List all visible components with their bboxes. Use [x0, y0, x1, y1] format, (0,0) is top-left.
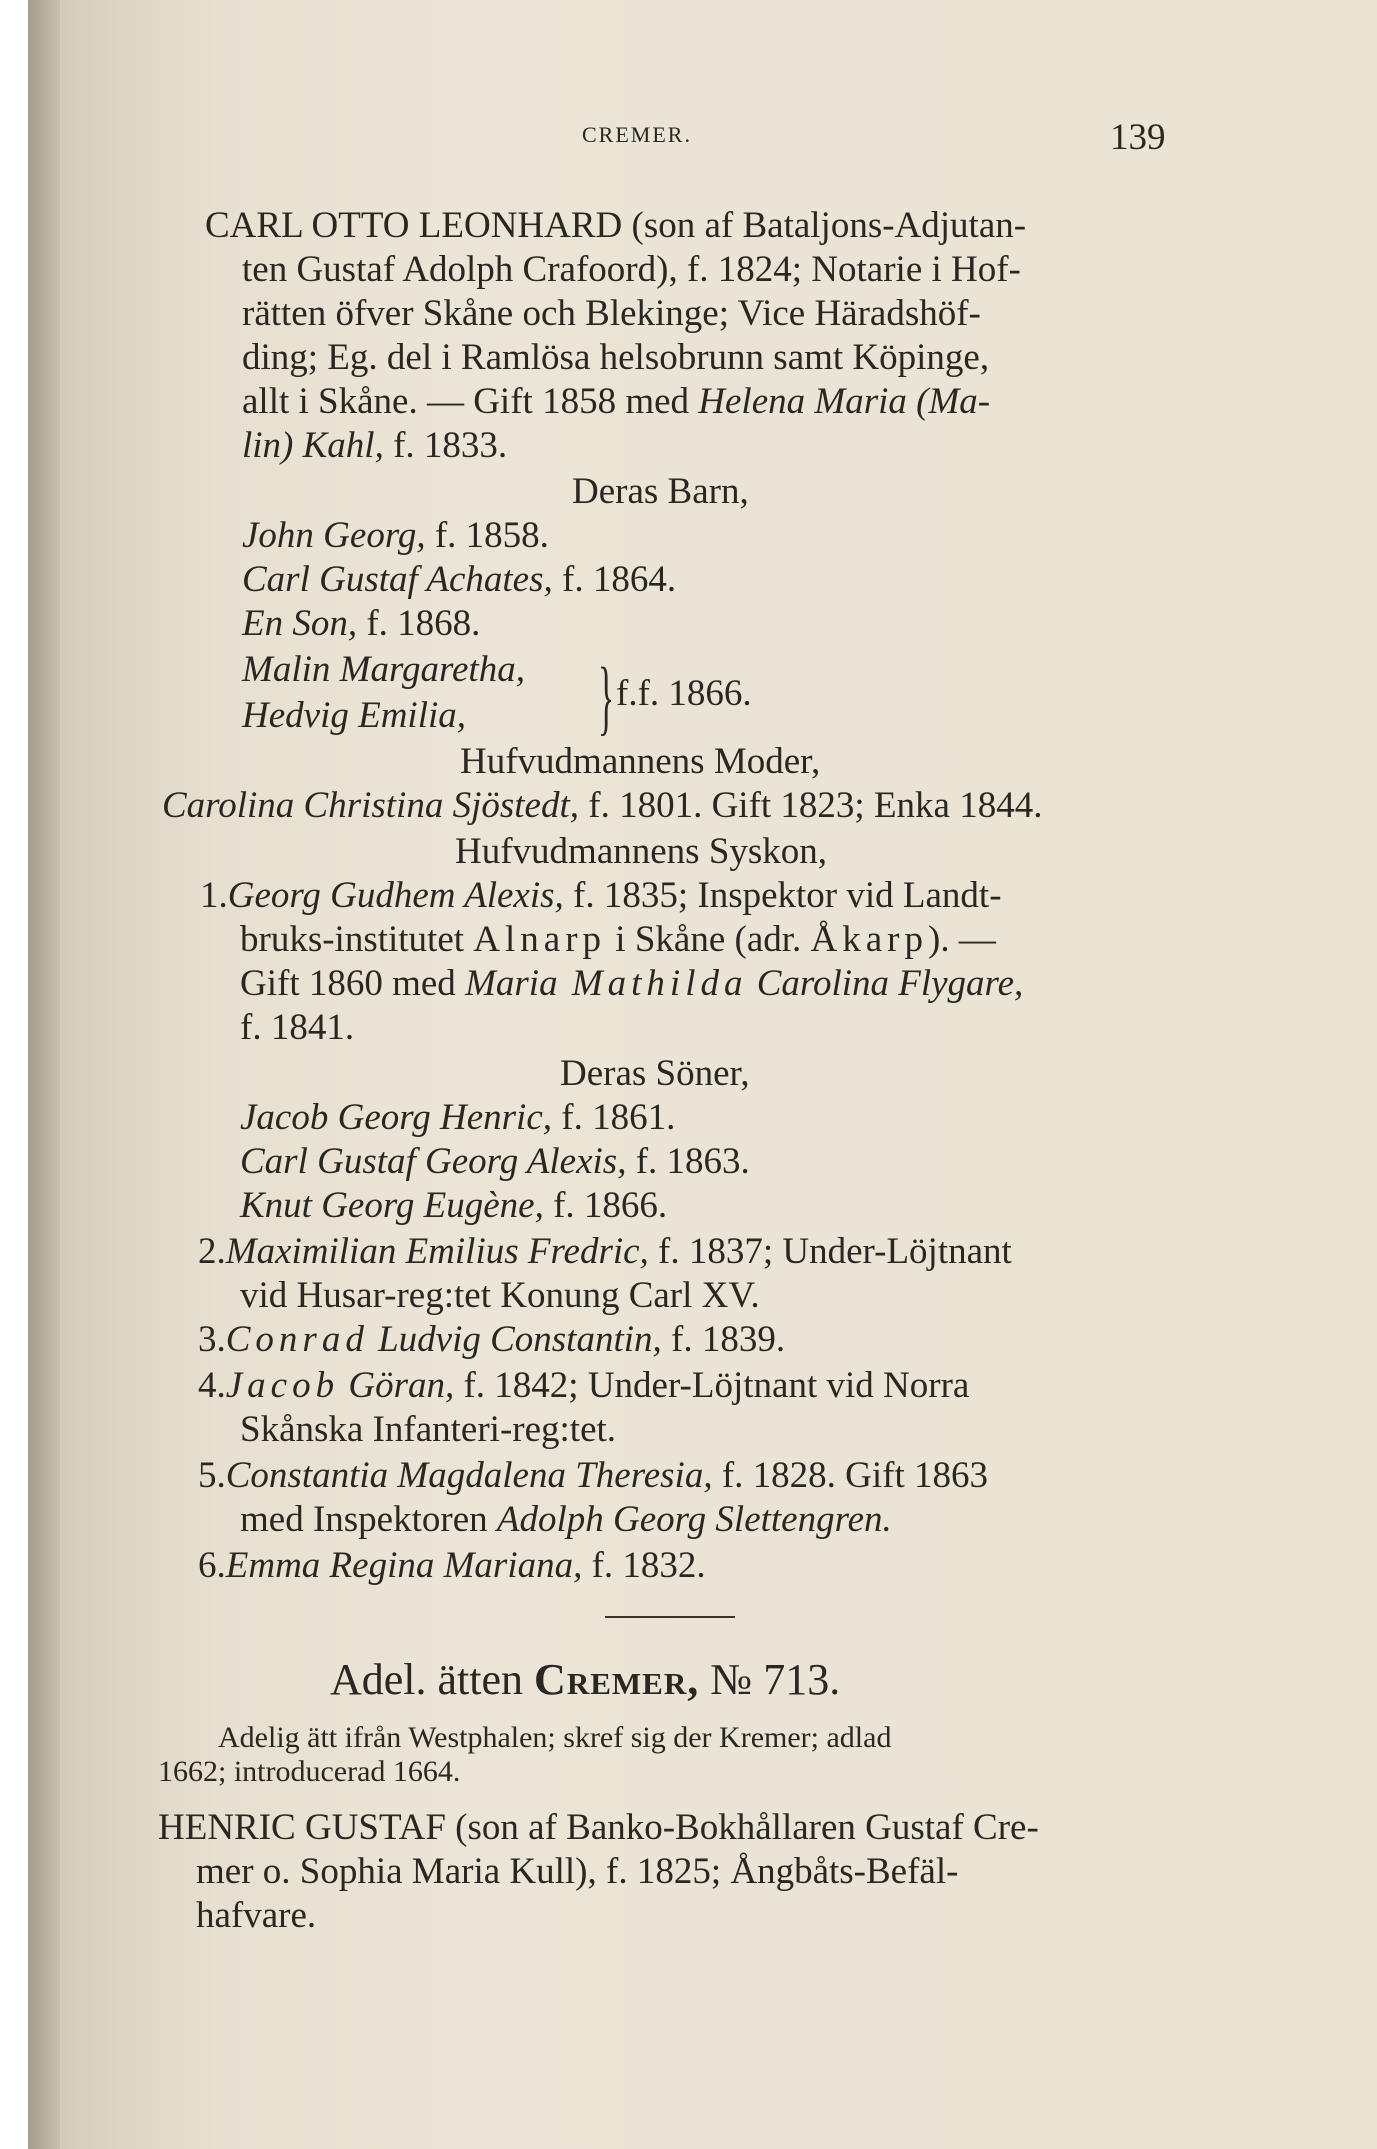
sibling-6-name: Emma Regina Mariana,	[225, 1545, 583, 1586]
sibling-3-name2: Ludvig Constantin,	[368, 1319, 662, 1360]
sibling-1-l3d: Carolina Flygare,	[747, 963, 1024, 1004]
sibling-5-num: 5.	[198, 1455, 226, 1496]
entry1-line4: ding; Eg. del i Ramlösa helsobrunn samt Köpinge,	[242, 337, 990, 378]
son-2-birth: f. 1863.	[626, 1141, 750, 1182]
sibling-3-name1: Conrad	[225, 1319, 369, 1360]
entry1-line3: rätten öfver Skåne och Blekinge; Vice Häradshöf-	[242, 293, 981, 334]
sibling-1-line3	[240, 962, 1023, 1006]
wife-surname: lin) Kahl,	[242, 425, 384, 466]
children-heading: Deras Barn,	[572, 471, 749, 512]
entry2-line3: hafvare.	[196, 1895, 317, 1936]
sibling-3	[198, 1318, 785, 1362]
sibling-1	[200, 874, 1002, 918]
sons-heading: Deras Söner,	[560, 1053, 750, 1094]
sibling-1-l3b: Maria	[465, 963, 558, 1004]
child-4	[242, 648, 525, 692]
mother-heading: Hufvudmannens Moder,	[460, 741, 821, 782]
sibling-2-name: Maximilian Emilius Fredric,	[225, 1231, 649, 1272]
place-alnarp: Alnarp	[473, 919, 607, 960]
entry1-line5	[242, 380, 990, 424]
entry2-line2: mer o. Sophia Maria Kull), f. 1825; Ångbåts-Befäl-	[196, 1851, 959, 1892]
sibling-1-num: 1.	[200, 875, 228, 916]
entry1-line6	[242, 424, 507, 468]
sibling-2-text: f. 1837; Under-Löjtnant	[648, 1231, 1012, 1272]
twins-brace: }	[598, 651, 615, 744]
sibling-5-text: f. 1828. Gift 1863	[712, 1455, 989, 1496]
page-number: 139	[1110, 117, 1166, 158]
child-4-name: Malin Margaretha,	[242, 649, 525, 690]
mother-line	[162, 784, 1042, 828]
intro-line1: Adelig ätt ifrån Westphalen; skref sig der Kremer; adlad	[218, 1721, 892, 1754]
place-akarp: Åkarp	[810, 919, 928, 960]
sibling-5-l2a: med Inspektoren	[240, 1499, 497, 1540]
sibling-6-birth: f. 1832.	[582, 1545, 706, 1586]
sibling-4	[198, 1364, 969, 1408]
section-heading	[330, 1654, 840, 1705]
sibling-2-num: 2.	[198, 1231, 226, 1272]
sibling-2-line2: vid Husar-reg:tet Konung Carl XV.	[240, 1275, 760, 1316]
family-name: Cremer,	[534, 1655, 700, 1704]
sibling-3-num: 3.	[198, 1319, 226, 1360]
son-2-name: Carl Gustaf Georg Alexis,	[240, 1141, 627, 1182]
child-3-name: En Son,	[242, 603, 358, 644]
sibling-1-l2e: ). —	[928, 919, 996, 960]
child-2	[242, 558, 676, 602]
wife-birth: f. 1833.	[383, 425, 508, 466]
sibling-4-text: f. 1842; Under-Löjtnant vid Norra	[454, 1365, 970, 1406]
child-3	[242, 602, 480, 646]
running-header: CREMER.	[582, 122, 692, 147]
sibling-3-birth: f. 1839.	[661, 1319, 786, 1360]
sibling-1-l3a: Gift 1860 med	[240, 963, 466, 1004]
son-1	[240, 1096, 675, 1140]
son-3-birth: f. 1866.	[543, 1185, 668, 1226]
child-5-name: Hedvig Emilia,	[242, 695, 467, 736]
page-gutter	[28, 0, 60, 2149]
sibling-1-l2c: i Skåne (adr.	[606, 919, 811, 960]
twins-birth: f.f. 1866.	[616, 673, 752, 714]
sibling-5-line2	[240, 1498, 892, 1542]
sibling-1-l2a: bruks-institutet	[240, 919, 474, 960]
son-1-name: Jacob Georg Henric,	[240, 1097, 553, 1138]
entry2-line1: HENRIC GUSTAF (son af Banko-Bokhållaren Gustaf Cre-	[158, 1807, 1039, 1848]
family-number: 713.	[763, 1655, 841, 1704]
sibling-4-num: 4.	[198, 1365, 226, 1406]
sibling-4-line2: Skånska Infanteri-reg:tet.	[240, 1409, 617, 1450]
sibling-6-num: 6.	[198, 1545, 226, 1586]
entry1-line1: CARL OTTO LEONHARD (son af Bataljons-Adjutan-	[205, 205, 1027, 246]
sibling-1-line2	[240, 918, 996, 962]
child-3-birth: f. 1868.	[357, 603, 481, 644]
mother-dates: f. 1801. Gift 1823; Enka 1844.	[579, 785, 1043, 826]
section-divider	[605, 1616, 735, 1618]
wife-name: Helena Maria (Ma-	[698, 381, 991, 422]
child-2-name: Carl Gustaf Achates,	[242, 559, 553, 600]
number-sign: №	[699, 1655, 764, 1704]
child-2-birth: f. 1864.	[552, 559, 677, 600]
child-5	[242, 694, 466, 738]
sibling-5-name: Constantia Magdalena Theresia,	[225, 1455, 713, 1496]
sibling-1-name: Georg Gudhem Alexis,	[227, 875, 564, 916]
sibling-4-name2: Göran,	[339, 1365, 455, 1406]
sibling-5-husband: Adolph Georg Slettengren.	[496, 1499, 892, 1540]
sibling-5	[198, 1454, 988, 1498]
entry1-line2: ten Gustaf Adolph Crafoord), f. 1824; Notarie i Hof-	[242, 249, 1021, 290]
child-1-name: John Georg,	[242, 515, 426, 556]
sibling-6	[198, 1544, 706, 1588]
son-3	[240, 1184, 667, 1228]
son-3-name: Knut Georg Eugène,	[240, 1185, 544, 1226]
section-prefix: Adel. ätten	[330, 1655, 535, 1704]
sibling-1-line4: f. 1841.	[240, 1007, 355, 1048]
son-1-birth: f. 1861.	[552, 1097, 676, 1138]
mother-name: Carolina Christina Sjöstedt,	[162, 785, 579, 826]
child-1-birth: f. 1858.	[425, 515, 549, 556]
son-2	[240, 1140, 750, 1184]
sibling-1-text: f. 1835; Inspektor vid Landt-	[563, 875, 1002, 916]
entry1-line5-text: allt i Skåne. — Gift 1858 med	[242, 381, 699, 422]
sibling-4-name1: Jacob	[225, 1365, 340, 1406]
sibling-2	[198, 1230, 1012, 1274]
intro-line2: 1662; introducerad 1664.	[158, 1755, 461, 1788]
sibling-1-l3c: Mathilda	[557, 963, 748, 1004]
siblings-heading: Hufvudmannens Syskon,	[455, 831, 828, 872]
child-1	[242, 514, 549, 558]
